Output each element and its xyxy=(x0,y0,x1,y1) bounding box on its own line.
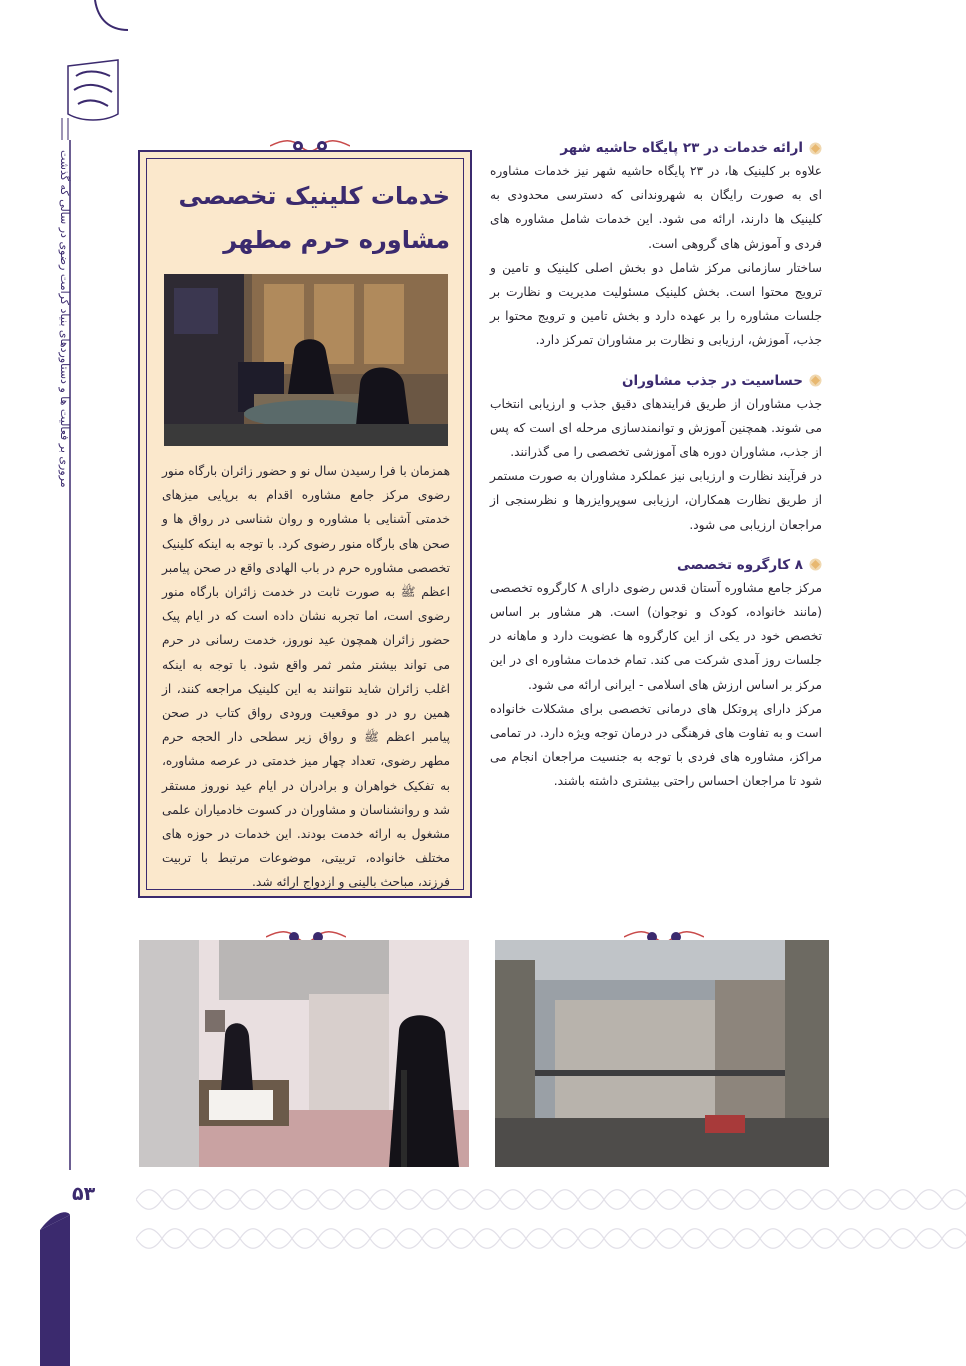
box-title: خدمات کلینیک تخصصی مشاوره حرم مطهر xyxy=(178,182,450,254)
center-building-photo xyxy=(495,940,829,1167)
article-column xyxy=(490,140,822,814)
page-number: ۵۳ xyxy=(72,1183,96,1205)
section-heading: حساسیت در جذب مشاوران xyxy=(490,373,822,389)
diamond-bullet-icon xyxy=(809,558,822,571)
side-caption: مروری بر فعالیت ها و دستاوردهای بنیاد کرامت رضوی در سالی که گذشت xyxy=(58,150,71,488)
paragraph: مرکز دارای پروتکل های درمانی تخصصی برای مشکلات خانواده است و به تفاوت های فرهنگی در درمان توجه ویژه دارد. در تمامی مراکز، مشاوره های فردی با توجه به جنسیت مراجعان انجام می شود تا مراجعان احساس راحتی بیشتری داشته باشند. xyxy=(490,701,822,789)
paragraph: ساختار سازمانی مرکز شامل دو بخش اصلی کلینیک و تامین و ترویج محتوا است. بخش کلینیک مسئولیت مدیریت و نظارت بر جلسات مشاوره را بر عهده دارد و بخش تامین و ترویج محتوا بر جذب، آموزش، ارزیابی و نظارت بر مشاوران تمرکز دارد. xyxy=(490,260,822,348)
diamond-bullet-icon xyxy=(809,374,822,387)
paragraph: در فرآیند نظارت و ارزیابی نیز عملکرد مشاوران به صورت مستمر از طریق نظارت همکاران، ارزیابی سوپروایزرها و نظرسنجی از مراجعان ارزیابی می شود. xyxy=(490,469,822,532)
section-workgroups xyxy=(490,557,822,794)
paragraph: جذب مشاوران از طریق فرایندهای دقیق جذب و ارزیابی انتخاب می شوند. همچنین آموزش و توانمندسازی مرحله ای است که پس از جذب، مشاوران دوره های آموزشی تخصصی را می گذرانند. xyxy=(490,396,822,460)
decorative-pattern xyxy=(136,1180,966,1258)
section-heading: ۸ کارگروه تخصصی xyxy=(490,557,822,573)
section-recruitment xyxy=(490,373,822,537)
section-heading: ارائه خدمات در ۲۳ پایگاه حاشیه شهر xyxy=(490,140,822,156)
counseling-booth-photo xyxy=(164,274,448,446)
paragraph: علاوه بر کلینیک ها، در ۲۳ پایگاه حاشیه شهر نیز خدمات مشاوره ای به صورت رایگان به شهروندانی که دسترسی محدودی به کلینیک ها دارند، ارائه می شود. این خدمات شامل مشاوره های فردی و آموزش های گروهی است. xyxy=(490,164,822,251)
magazine-logo xyxy=(64,56,122,126)
feature-box xyxy=(138,150,472,898)
paragraph: مرکز جامع مشاوره آستان قدس رضوی دارای ۸ کارگروه تخصصی (مانند خانواده، کودک و نوجوان) است. هر مشاور بر اساس تخصص خود در یکی از این کارگروه ها عضویت دارد و ماهانه در جلسات روز آمدی شرکت می کند. تمام خدمات مشاوره ای در این مرکز بر اساس ارزش های اسلامی - ایرانی ارائه می شود. xyxy=(490,580,822,692)
box-body: همزمان با فرا رسیدن سال نو و حضور زائران بارگاه منور رضوی مرکز جامع مشاوره اقدام به برپایی میزهای خدمتی آشنایی با مشاوره و روان شناسی در رواق ها و صحن های بارگاه منور رضوی کرد. با توجه به اینکه کلینیک تخصصی مشاوره حرم در باب الهادی واقع در صحن پیامبر اعظم ﷺ به صورت ثابت در خدمت زائران بارگاه منور رضوی است، اما تجربه نشان داده است که در ایام پیک حضور زائران همچون عید نوروز، خدمت رسانی در حرم می تواند بیشتر مثمر ثمر واقع شود. با توجه به اینکه اغلب زائران شاید نتوانند به این کلینیک مراجعه کنند، از همین رو در دو موقعیت ورودی رواق کتاب در صحن پیامبر اعظم ﷺ و رواق زیر سطحی دار الحجه حرم مطهر رضوی، تعداد چهار میز خدمتی در عرصه مشاوره، به تفکیک خواهران و برادران در ایام عید نوروز مستقر شد و روانشناسان و مشاوران در کسوت خادمیاران علمی مشغول به ارائه خدمت بودند. این خدمات در حوزه های مختلف خانواده، تربیتی، موضوعات مرتبط با تربیت فرزند، مباحث بالینی و ازدواج ارائه شد. xyxy=(162,464,450,890)
section-urban-bases xyxy=(490,140,822,353)
diamond-bullet-icon xyxy=(809,142,822,155)
counseling-room-photo xyxy=(139,940,469,1167)
